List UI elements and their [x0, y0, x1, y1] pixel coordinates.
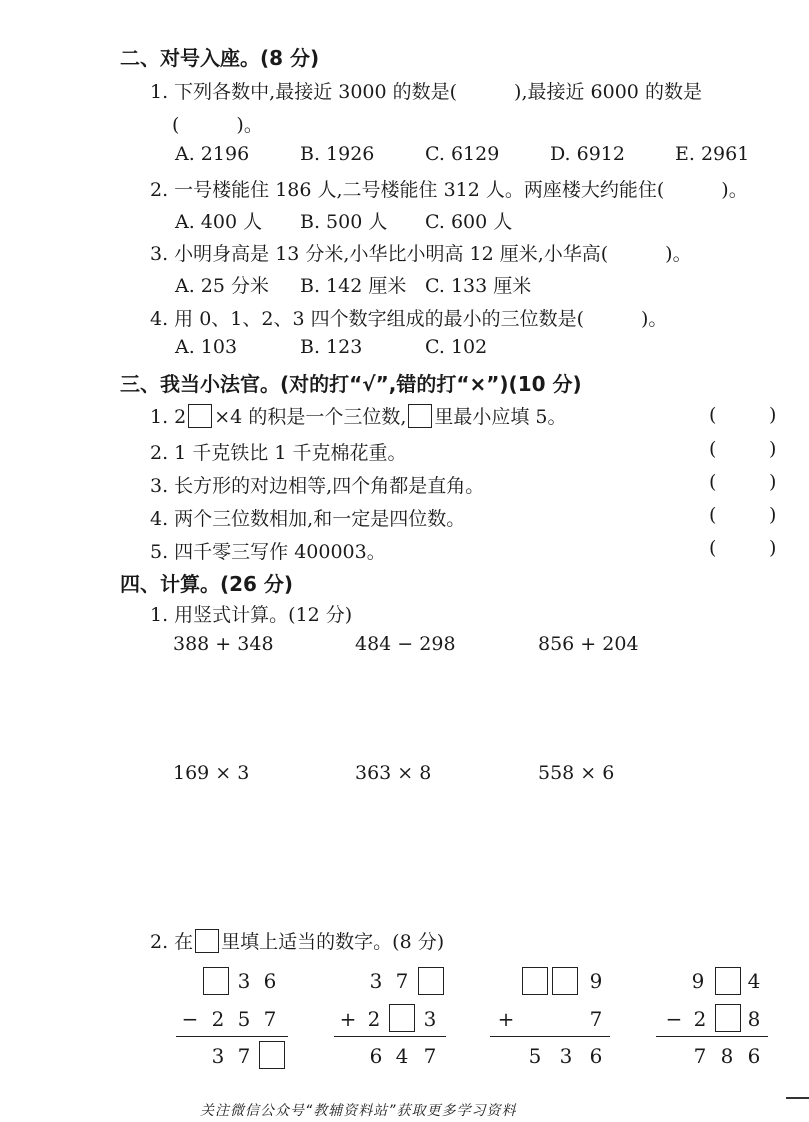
q3-1-part-b: ×4 的积是一个三位数, [214, 406, 407, 428]
q4-1-text: 1. 用竖式计算。(12 分) [150, 604, 353, 626]
q3-1-answer-open: ( [709, 404, 717, 426]
puzzle-3-sum-line [490, 1036, 610, 1037]
q2-1-text: 1. 下列各数中,最接近 3000 的数是( ),最接近 6000 的数是 [150, 81, 702, 103]
calc-expr-2: 484 − 298 [355, 633, 456, 655]
puzzle-2-res-digit-1: 6 [369, 1044, 383, 1068]
puzzle-2-mid-box[interactable] [389, 1004, 415, 1032]
q3-5-answer-close: ) [769, 537, 777, 559]
puzzle-4-res-digit-1: 7 [693, 1044, 707, 1068]
q3-1-part-a: 1. 2 [150, 406, 187, 428]
q2-3-option-b: B. 142 厘米 [300, 275, 407, 297]
puzzle-4-res-digit-2: 8 [720, 1044, 734, 1068]
puzzle-2-operator: + [339, 1007, 357, 1031]
q3-2-answer-open: ( [709, 438, 717, 460]
puzzle-4-mid-digit-1: 2 [693, 1007, 707, 1031]
q2-3-option-a: A. 25 分米 [175, 275, 270, 297]
q3-4-answer-close: ) [769, 504, 777, 526]
q2-1-option-a: A. 2196 [175, 143, 250, 165]
puzzle-4-top-digit-1: 9 [691, 969, 705, 993]
puzzle-4-operator: − [665, 1007, 683, 1031]
q4-2-part-a: 2. 在 [150, 931, 194, 953]
puzzle-1-mid-digit-2: 5 [237, 1007, 251, 1031]
q2-1-text-cont: ( )。 [172, 114, 263, 136]
puzzle-4-top-digit-3: 4 [747, 969, 761, 993]
puzzle-2-sum-line [334, 1036, 446, 1037]
q4-2-text [150, 927, 444, 954]
q3-1-answer-close: ) [769, 404, 777, 426]
puzzle-2-top-digit-1: 3 [369, 969, 383, 993]
q3-1-text [150, 402, 567, 429]
puzzle-1-mid-digit-1: 2 [211, 1007, 225, 1031]
puzzle-2-top-box[interactable] [418, 967, 444, 995]
q4-2-part-b: 里填上适当的数字。(8 分) [221, 931, 445, 953]
puzzle-4-top-box[interactable] [715, 967, 741, 995]
puzzle-1-mid-digit-3: 7 [263, 1007, 277, 1031]
calc-expr-3: 856 + 204 [538, 633, 639, 655]
puzzle-3-mid-digit-3: 7 [589, 1007, 603, 1031]
puzzle-4-sum-line [656, 1036, 768, 1037]
q2-1-option-e: E. 2961 [675, 143, 750, 165]
puzzle-1-res-box[interactable] [259, 1041, 285, 1069]
section-4-title: 四、计算。(26 分) [120, 572, 294, 596]
puzzle-4-mid-box[interactable] [715, 1004, 741, 1032]
q3-3-answer-open: ( [709, 471, 717, 493]
section-3-title: 三、我当小法官。(对的打“√”,错的打“×”)(10 分) [120, 372, 582, 396]
q2-2-option-a: A. 400 人 [175, 211, 263, 233]
puzzle-3-top-box-1[interactable] [522, 967, 548, 995]
puzzle-3-res-digit-3: 6 [589, 1044, 603, 1068]
puzzle-2-mid-digit-1: 2 [367, 1007, 381, 1031]
puzzle-1-res-digit-2: 7 [237, 1044, 251, 1068]
puzzle-3-top-box-2[interactable] [552, 967, 578, 995]
q3-5-text: 5. 四千零三写作 400003。 [150, 541, 386, 563]
q2-2-option-c: C. 600 人 [425, 211, 513, 233]
calc-expr-6: 558 × 6 [538, 762, 615, 784]
puzzle-2-top-digit-2: 7 [395, 969, 409, 993]
puzzle-1-top-digit-3: 6 [263, 969, 277, 993]
q3-4-answer-open: ( [709, 504, 717, 526]
puzzle-3-res-digit-2: 3 [559, 1044, 573, 1068]
page-corner-mark [786, 1097, 809, 1099]
puzzle-1-top-box[interactable] [203, 967, 229, 995]
q2-2-option-b: B. 500 人 [300, 211, 388, 233]
puzzle-1-operator: − [181, 1007, 199, 1031]
section-2-title: 二、对号入座。(8 分) [120, 46, 320, 70]
calc-expr-1: 388 + 348 [173, 633, 274, 655]
calc-expr-4: 169 × 3 [173, 762, 250, 784]
q2-4-text: 4. 用 0、1、2、3 四个数字组成的最小的三位数是( )。 [150, 308, 668, 330]
puzzle-4-mid-digit-3: 8 [747, 1007, 761, 1031]
q2-2-text: 2. 一号楼能住 186 人,二号楼能住 312 人。两座楼大约能住( )。 [150, 179, 748, 201]
puzzle-4-res-digit-3: 6 [747, 1044, 761, 1068]
puzzle-3-operator: + [497, 1007, 515, 1031]
puzzle-3-top-digit-3: 9 [589, 969, 603, 993]
q4-2-sample-box [195, 929, 219, 953]
puzzle-2-res-digit-2: 4 [395, 1044, 409, 1068]
q3-3-text: 3. 长方形的对边相等,四个角都是直角。 [150, 475, 485, 497]
puzzle-3-res-digit-1: 5 [528, 1044, 542, 1068]
q3-4-text: 4. 两个三位数相加,和一定是四位数。 [150, 508, 466, 530]
puzzle-1-res-digit-1: 3 [211, 1044, 225, 1068]
q2-4-option-c: C. 102 [425, 336, 488, 358]
q2-1-option-b: B. 1926 [300, 143, 375, 165]
q2-1-option-c: C. 6129 [425, 143, 500, 165]
puzzle-1-sum-line [176, 1036, 288, 1037]
q2-1-option-d: D. 6912 [550, 143, 625, 165]
q2-4-option-a: A. 103 [175, 336, 238, 358]
footer-watermark: 关注微信公众号“教辅资料站”获取更多学习资料 [200, 1103, 517, 1119]
q3-2-text: 2. 1 千克铁比 1 千克棉花重。 [150, 442, 407, 464]
puzzle-1-top-digit-2: 3 [237, 969, 251, 993]
calc-expr-5: 363 × 8 [355, 762, 432, 784]
q2-3-text: 3. 小明身高是 13 分米,小华比小明高 12 厘米,小华高( )。 [150, 243, 692, 265]
q3-1-blank-box-2[interactable] [408, 404, 432, 428]
q2-3-option-c: C. 133 厘米 [425, 275, 532, 297]
q3-5-answer-open: ( [709, 537, 717, 559]
q3-2-answer-close: ) [769, 438, 777, 460]
q2-4-option-b: B. 123 [300, 336, 363, 358]
q3-3-answer-close: ) [769, 471, 777, 493]
q3-1-blank-box-1[interactable] [188, 404, 212, 428]
puzzle-2-mid-digit-3: 3 [423, 1007, 437, 1031]
puzzle-2-res-digit-3: 7 [423, 1044, 437, 1068]
q3-1-part-c: 里最小应填 5。 [434, 406, 567, 428]
